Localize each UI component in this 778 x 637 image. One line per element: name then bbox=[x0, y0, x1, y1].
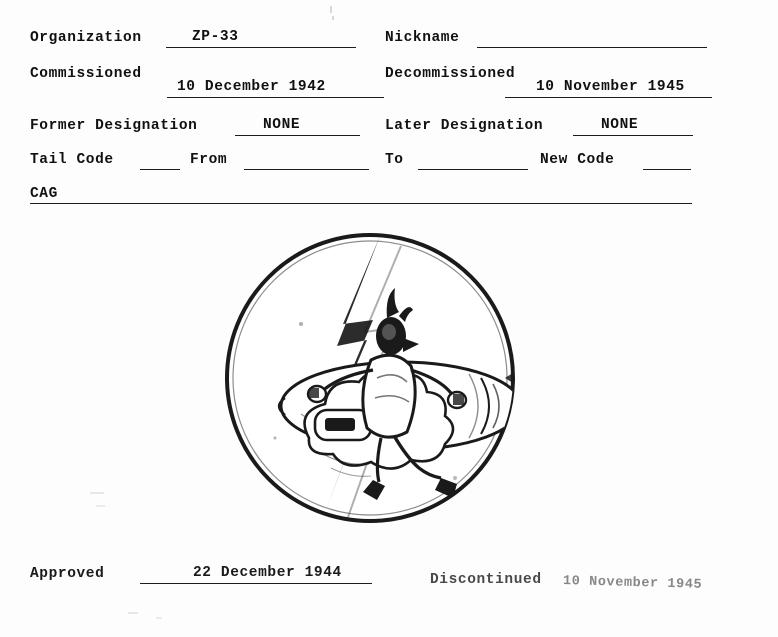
organization-label: Organization bbox=[30, 30, 142, 46]
commissioned-label: Commissioned bbox=[30, 66, 142, 82]
discontinued-label: Discontinued bbox=[430, 572, 542, 588]
scan-speckle bbox=[156, 617, 162, 619]
former-designation-rule bbox=[235, 135, 360, 136]
decommissioned-label: Decommissioned bbox=[385, 66, 516, 82]
tail-code-rule bbox=[140, 169, 180, 170]
from-rule bbox=[244, 169, 369, 170]
decommissioned-value[interactable]: 10 November 1945 bbox=[536, 79, 685, 95]
scan-speckle bbox=[90, 492, 104, 494]
commissioned-rule bbox=[167, 97, 384, 98]
former-designation-value[interactable]: NONE bbox=[263, 117, 301, 133]
cag-label: CAG bbox=[30, 186, 58, 202]
nickname-rule bbox=[477, 47, 707, 48]
commissioned-value[interactable]: 10 December 1942 bbox=[177, 79, 326, 95]
later-designation-value[interactable]: NONE bbox=[601, 117, 639, 133]
approved-rule bbox=[140, 583, 372, 584]
organization-rule bbox=[166, 47, 356, 48]
scan-speckle bbox=[96, 505, 105, 507]
to-rule bbox=[418, 169, 528, 170]
organization-value[interactable]: ZP-33 bbox=[192, 29, 239, 45]
squadron-insignia-emblem bbox=[205, 228, 535, 538]
decommissioned-rule bbox=[505, 97, 712, 98]
later-designation-label: Later Designation bbox=[385, 118, 544, 134]
scan-speckle bbox=[332, 16, 334, 20]
cag-rule bbox=[30, 203, 692, 204]
approved-value[interactable]: 22 December 1944 bbox=[193, 565, 342, 581]
scan-speckle bbox=[330, 6, 332, 13]
later-designation-rule bbox=[573, 135, 693, 136]
tail-code-label: Tail Code bbox=[30, 152, 114, 168]
former-designation-label: Former Designation bbox=[30, 118, 198, 134]
to-label: To bbox=[385, 152, 404, 168]
from-label: From bbox=[190, 152, 228, 168]
approved-label: Approved bbox=[30, 566, 105, 582]
nickname-label: Nickname bbox=[385, 30, 460, 46]
new-code-rule bbox=[643, 169, 691, 170]
discontinued-value[interactable]: 10 November 1945 bbox=[562, 574, 703, 593]
new-code-label: New Code bbox=[540, 152, 615, 168]
scan-speckle bbox=[128, 612, 138, 614]
